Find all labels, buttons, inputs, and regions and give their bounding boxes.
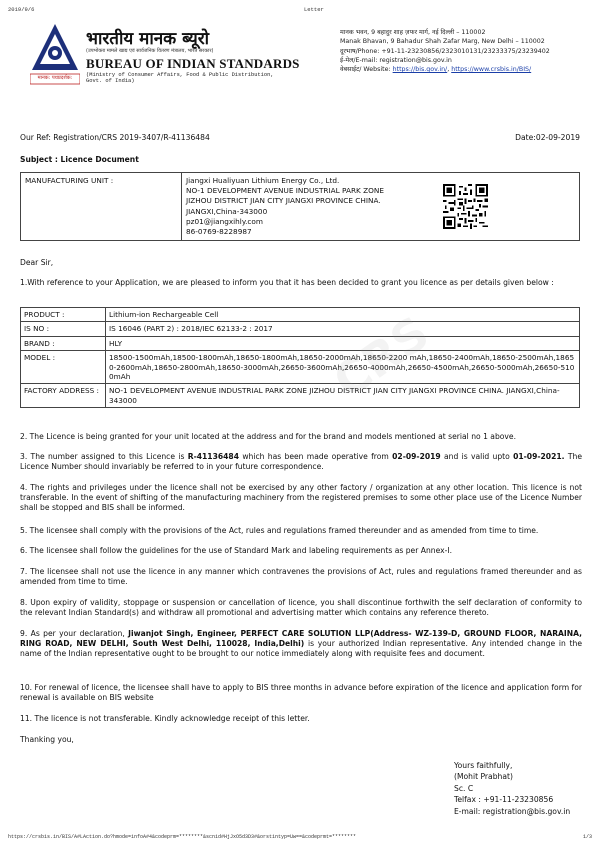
- intro-paragraph: 1.With reference to your Application, we are pleased to inform you that it has been decided to grant you licence as per details given below :: [20, 278, 554, 287]
- closing: Yours faithfully,: [454, 761, 513, 770]
- valid-from: 02-09-2019: [392, 452, 441, 461]
- signatory-email: E-mail: registration@bis.gov.in: [454, 806, 571, 816]
- print-page: 1/3: [582, 834, 592, 840]
- manufacturer-details: Jiangxi Hualiyuan Lithium Energy Co., Ltd. NO-1 DEVELOPMENT AVENUE INDUSTRIAL PARK ZONE JIZHOU DISTRICT JIAN CITY JIANGXI PROVINCE CHINA. JIANGXI,China-343000 pz01@jiangxihly.com 86-0769-8228987: [182, 173, 580, 241]
- valid-to: 01-09-2021.: [513, 452, 565, 461]
- contact-block: [340, 28, 550, 74]
- detail-label: BRAND :: [21, 336, 106, 350]
- detail-label: FACTORY ADDRESS :: [21, 384, 106, 408]
- print-date: 2019/9/6: [8, 6, 35, 13]
- website-link-bis[interactable]: https://bis.gov.in/: [392, 66, 448, 74]
- signatory-telfax: Telfax : +91-11-23230856: [454, 795, 554, 805]
- paragraph-8: 8. Upon expiry of validity, stoppage or suspension or cancellation of licence, you shall discontinue forthwith the self declaration of conformity to the relevant Indian Standard(s) and withdraw all promotional and advertising matter which contains any reference thereto.: [20, 598, 582, 618]
- thanks: Thanking you,: [20, 735, 74, 744]
- print-title: Letter: [304, 6, 324, 13]
- detail-value: IS 16046 (PART 2) : 2018/IEC 62133-2 : 2017: [106, 322, 580, 336]
- ministry-english: (Ministry of Consumer Affairs, Food & Public Distribution, Govt. of India): [86, 72, 274, 85]
- paragraph-5: 5. The licensee shall comply with the provisions of the Act, rules and regulations framed thereunder and as amended from time to time.: [20, 526, 539, 535]
- print-url: https://crsbis.in/BIS/A#LAction.do?hmode=infoA#4&codeprm=********&scnid#HjJxO5d3D3#&orstintyp=Uw==&codeprmt=********: [8, 834, 357, 840]
- website-link-crsbis[interactable]: https://www.crsbis.in/BIS/: [451, 66, 532, 74]
- detail-label: PRODUCT :: [21, 308, 106, 322]
- watermark: CRS: [323, 305, 439, 409]
- licence-number: R-41136484: [187, 452, 240, 461]
- email: ई-मेल/E-mail: registration@bis.gov.in: [340, 56, 452, 64]
- logo-motto: मानक: पथप्रदर्शक:: [37, 75, 73, 81]
- greeting: Dear Sir,: [20, 258, 54, 267]
- print-header: [8, 6, 592, 13]
- paragraph-2: 2. The Licence is being granted for your unit located at the address and for the brand and models mentioned at serial no 1 above.: [20, 432, 517, 441]
- signature-block: [454, 760, 570, 817]
- manufacturer-table: [20, 172, 580, 241]
- indian-representative: Jiwanjot Singh, Engineer, PERFECT CARE SOLUTION LLP(Address- WZ-139-D, GROUND FLOOR, NARAINA, RING ROAD, NEW DELHI, South West Delhi, 110028, India,Delhi): [20, 629, 582, 649]
- signatory-name: (Mohit Prabhat): [454, 772, 513, 782]
- manufacturer-label: MANUFACTURING UNIT :: [21, 173, 182, 241]
- print-footer: [8, 834, 592, 840]
- website: वेबसाईट/ Website: https://bis.gov.in/, https://www.crsbis.in/BIS/: [340, 66, 532, 74]
- paragraph-6: 6. The licensee shall follow the guidelines for the use of Standard Mark and labeling requirements as per Annex-I.: [20, 546, 453, 555]
- detail-value: 18500-1500mAh,18500-1800mAh,18650-1800mAh,18650-2000mAh,18650-2200 mAh,18650-2400mAh,18650-2500mAh,18650-2600mAh,18650-2800mAh,18650-3000mAh,26650-3600mAh,26650-4000mAh,26650-4500mAh,26650-5000mAh,26650-5100mAh: [106, 351, 580, 384]
- our-ref: Our Ref: Registration/CRS 2019-3407/R-41136484: [20, 133, 210, 142]
- paragraph-10: 10. For renewal of licence, the licensee shall have to apply to BIS three months in advance before expiration of the licence and application form for renewal is available on BIS website: [20, 683, 582, 703]
- paragraph-4: 4. The rights and privileges under the licence shall not be exercised by any other factory / organization at any other location. This licence is not transferable. In the event of shifting of the manufacturing machinery from the registered premises to some other place use of the Licence Number shall be stopped and BIS shall be informed.: [20, 483, 582, 513]
- phone: दूरभाष/Phone: +91-11-23230856/2323010131/23233375/23239402: [340, 47, 550, 55]
- qr-code-icon: [443, 184, 488, 229]
- signatory-designation: Sc. C: [454, 783, 474, 793]
- detail-value: HLY: [106, 336, 580, 350]
- org-name-english: BUREAU OF INDIAN STANDARDS: [86, 56, 300, 71]
- detail-label: IS NO :: [21, 322, 106, 336]
- detail-value: NO-1 DEVELOPMENT AVENUE INDUSTRIAL PARK ZONE JIZHOU DISTRICT JIAN CITY JIANGXI PROVINCE CHINA. JIANGXI,China-343000: [106, 384, 580, 408]
- org-name-hindi: भारतीय मानक ब्यूरो: [86, 29, 210, 49]
- detail-value: Lithium-ion Rechargeable Cell: [106, 308, 580, 322]
- paragraph-7: 7. The licensee shall not use the licence in any manner which contravenes the provisions of Act, rules and regulations framed thereunder and as amended from time to time.: [20, 567, 582, 587]
- detail-label: MODEL :: [21, 351, 106, 384]
- paragraph-9: 9. As per your declaration, Jiwanjot Singh, Engineer, PERFECT CARE SOLUTION LLP(Address- WZ-139-D, GROUND FLOOR, NARAINA, RING ROAD, NEW DELHI, South West Delhi, 110028, India,Delhi) is your authorized Indian representative. Any intended change in the name of the Indian representative ought to be brought to our notice immediately along with requisite fees and document.: [20, 629, 582, 659]
- address-hindi: मानक भवन, 9 बहादुर शाह ज़फर मार्ग, नई दिल्ली – 110002: [340, 29, 486, 36]
- table-row: [21, 308, 580, 322]
- paragraph-11: 11. The licence is not transferable. Kindly acknowledge receipt of this letter.: [20, 714, 310, 723]
- table-row: [21, 351, 580, 384]
- ministry-hindi: (उपभोक्ता मामले खाद्य एवं सार्वजनिक वितरण मंत्रालय, भारत सरकार): [86, 48, 214, 54]
- licence-details-table: [20, 307, 580, 408]
- table-row: [21, 322, 580, 336]
- subject: Subject : Licence Document: [20, 155, 139, 164]
- letter-date: Date:02-09-2019: [515, 133, 580, 142]
- paragraph-3: 3. The number assigned to this Licence is R-41136484 which has been made operative from 02-09-2019 and is valid upto 01-09-2021. The Licence Number should invariably be referred to in your future correspondence.: [20, 452, 582, 472]
- address-english: Manak Bhavan, 9 Bahadur Shah Zafar Marg, New Delhi – 110002: [340, 38, 545, 46]
- table-row: [21, 384, 580, 408]
- table-row: [21, 336, 580, 350]
